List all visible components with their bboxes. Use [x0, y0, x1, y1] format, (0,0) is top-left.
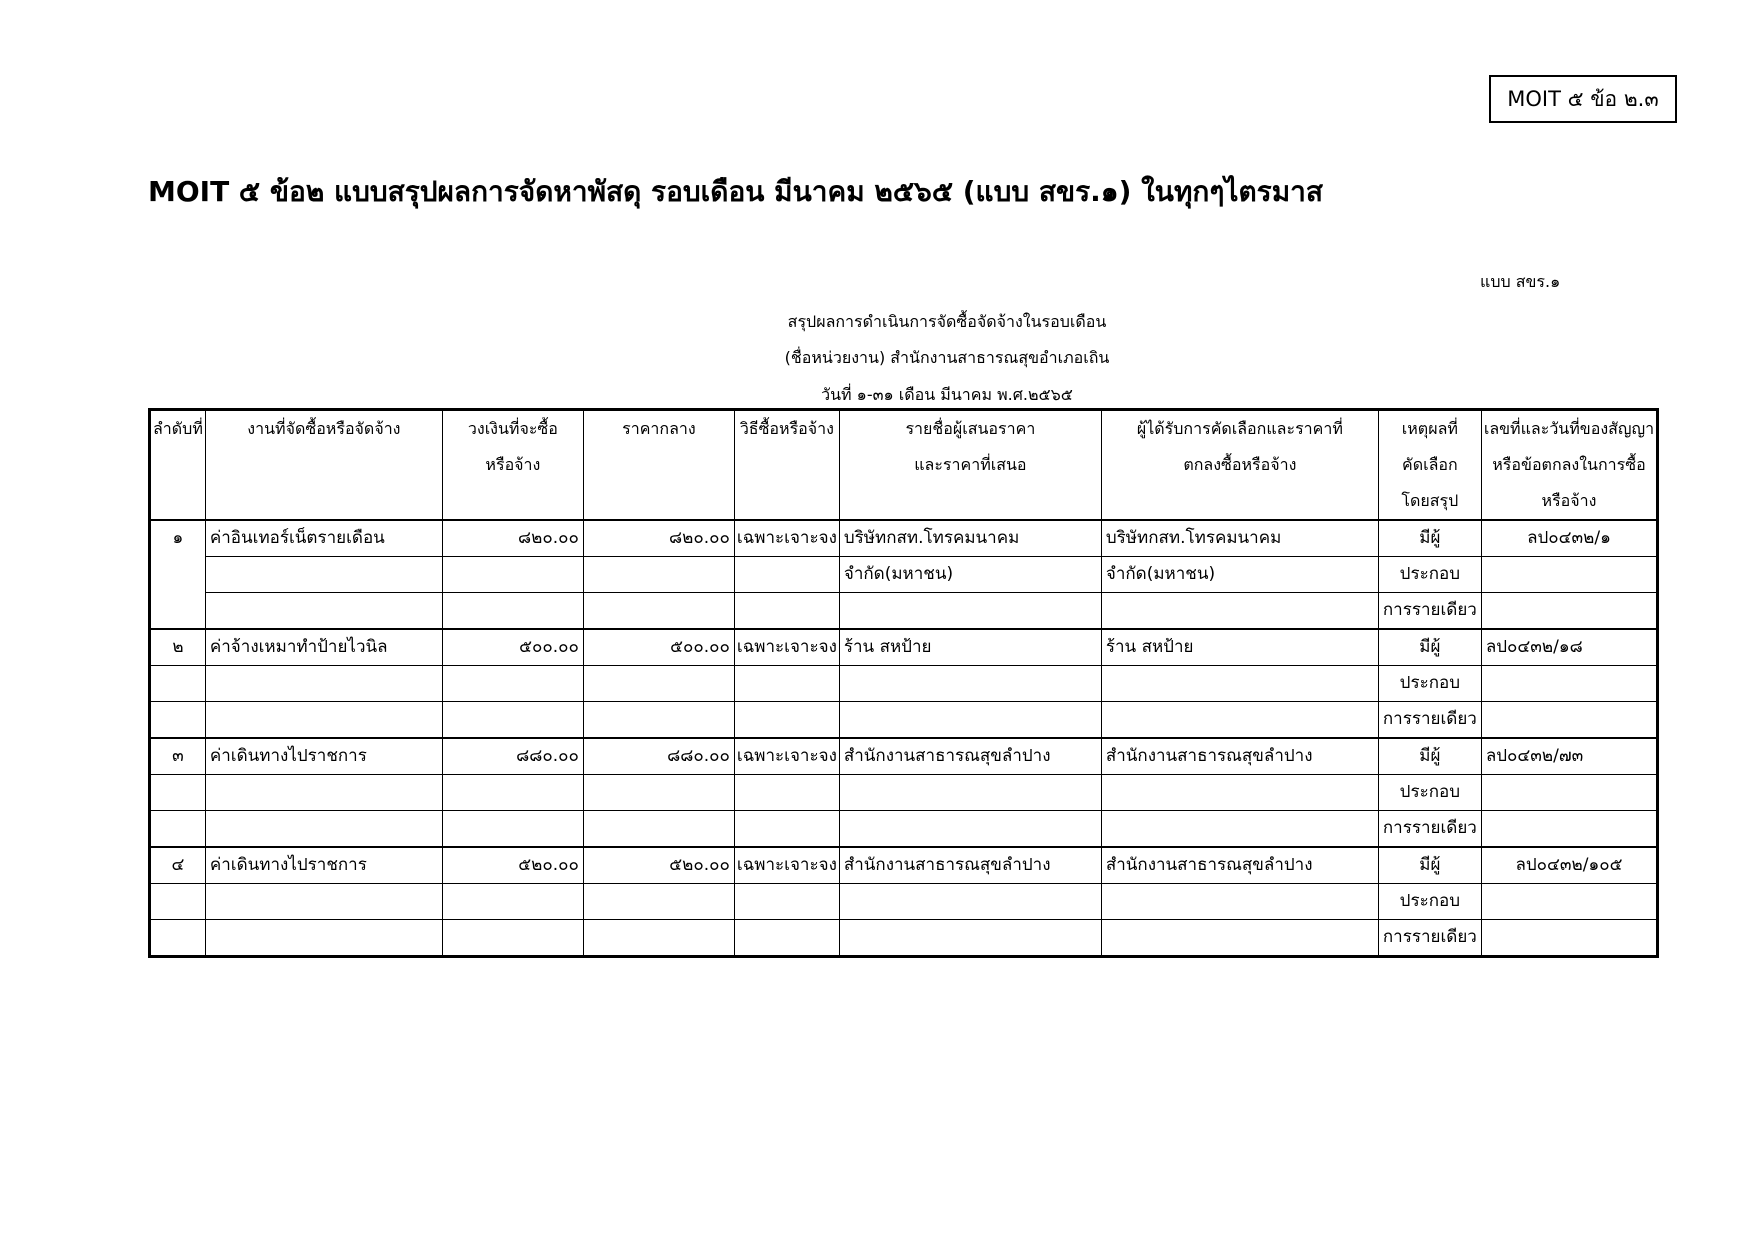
empty-cell	[1101, 775, 1378, 811]
empty-cell	[442, 593, 583, 630]
header-method	[734, 410, 839, 521]
row-contract: ลป๐๔๓๒/๑	[1481, 520, 1657, 557]
row-reason: มีผู้	[1378, 520, 1481, 557]
table-row	[150, 811, 1658, 848]
table-row	[150, 884, 1658, 920]
empty-cell	[1481, 920, 1657, 957]
empty-cell	[734, 666, 839, 702]
header-work-text: งานที่จัดซื้อหรือจัดจ้าง	[247, 419, 401, 438]
empty-cell	[734, 775, 839, 811]
table-header-row	[150, 410, 1658, 521]
empty-cell	[734, 811, 839, 848]
header-reason-line1: เหตุผลที่	[1401, 419, 1458, 438]
row-reason-cont: ประกอบ	[1378, 884, 1481, 920]
form-code: แบบ สขร.๑	[1480, 272, 1561, 291]
row-reason-cont: การรายเดียว	[1378, 593, 1481, 630]
table-row	[150, 775, 1658, 811]
header-no	[150, 410, 206, 521]
row-reason-cont: ประกอบ	[1378, 557, 1481, 593]
row-method: เฉพาะเจาะจง	[734, 847, 839, 884]
empty-cell	[583, 811, 734, 848]
empty-cell	[205, 702, 442, 739]
row-contract: ลป๐๔๓๒/๗๓	[1481, 738, 1657, 775]
empty-cell	[1481, 593, 1657, 630]
empty-cell	[1481, 775, 1657, 811]
empty-cell	[734, 593, 839, 630]
empty-cell	[1481, 557, 1657, 593]
empty-cell	[839, 593, 1101, 630]
empty-cell	[1101, 593, 1378, 630]
row-bidder-cont: จำกัด(มหาชน)	[839, 557, 1101, 593]
row-no: ๓	[150, 738, 206, 775]
row-no: ๒	[150, 629, 206, 666]
row-work: ค่าเดินทางไปราชการ	[205, 738, 442, 775]
row-no: ๔	[150, 847, 206, 884]
row-method: เฉพาะเจาะจง	[734, 520, 839, 557]
empty-cell	[839, 920, 1101, 957]
table-row	[150, 629, 1658, 666]
header-budget-line2: หรือจ้าง	[485, 455, 541, 474]
header-contract-line2: หรือข้อตกลงในการซื้อ	[1492, 455, 1646, 474]
subheading-agency: (ชื่อหน่วยงาน) สำนักงานสาธารณสุขอำเภอเถิน	[784, 348, 1110, 367]
table-row	[150, 920, 1658, 957]
header-budget-line1: วงเงินที่จะซื้อ	[467, 419, 558, 438]
row-reason: มีผู้	[1378, 847, 1481, 884]
page-title: MOIT ๕ ข้อ๒ แบบสรุปผลการจัดหาพัสดุ รอบเดือน มีนาคม ๒๕๖๕ (แบบ สขร.๑) ในทุกๆไตรมาส	[148, 175, 1323, 208]
subheading-summary: สรุปผลการดำเนินการจัดซื้อจัดจ้างในรอบเดือน	[787, 312, 1107, 331]
empty-cell	[1481, 811, 1657, 848]
empty-cell	[583, 666, 734, 702]
row-selected: สำนักงานสาธารณสุขลำปาง	[1101, 847, 1378, 884]
empty-cell	[734, 920, 839, 957]
row-budget: ๕๒๐.๐๐	[442, 847, 583, 884]
row-median: ๕๒๐.๐๐	[583, 847, 734, 884]
empty-cell	[205, 920, 442, 957]
header-work	[205, 410, 442, 521]
header-median	[583, 410, 734, 521]
empty-cell	[839, 884, 1101, 920]
table-row	[150, 520, 1658, 557]
empty-cell	[1481, 702, 1657, 739]
empty-cell	[1101, 666, 1378, 702]
row-budget: ๘๘๐.๐๐	[442, 738, 583, 775]
row-reason: มีผู้	[1378, 738, 1481, 775]
row-bidder: สำนักงานสาธารณสุขลำปาง	[839, 738, 1101, 775]
empty-cell	[583, 775, 734, 811]
table-row	[150, 847, 1658, 884]
header-selected-line1: ผู้ได้รับการคัดเลือกและราคาที่	[1136, 419, 1343, 438]
row-median: ๕๐๐.๐๐	[583, 629, 734, 666]
table-row	[150, 557, 1658, 593]
row-budget: ๕๐๐.๐๐	[442, 629, 583, 666]
header-budget	[442, 410, 583, 521]
document-code: MOIT ๕ ข้อ ๒.๓	[1507, 86, 1659, 111]
empty-cell	[442, 811, 583, 848]
header-contract-line3: หรือจ้าง	[1541, 491, 1597, 510]
empty-cell	[150, 702, 206, 739]
empty-cell	[1481, 666, 1657, 702]
row-work: ค่าอินเทอร์เน็ตรายเดือน	[205, 520, 442, 557]
header-no-text: ลำดับที่	[153, 419, 203, 438]
header-contract	[1481, 410, 1657, 521]
row-selected-cont: จำกัด(มหาชน)	[1101, 557, 1378, 593]
empty-cell	[583, 593, 734, 630]
row-work: ค่าเดินทางไปราชการ	[205, 847, 442, 884]
row-selected: สำนักงานสาธารณสุขลำปาง	[1101, 738, 1378, 775]
header-bidders	[839, 410, 1101, 521]
empty-cell	[839, 775, 1101, 811]
row-contract: ลป๐๔๓๒/๑๘	[1481, 629, 1657, 666]
row-budget: ๘๒๐.๐๐	[442, 520, 583, 557]
header-median-text: ราคากลาง	[622, 419, 696, 438]
header-bidders-line2: และราคาที่เสนอ	[914, 455, 1027, 474]
empty-cell	[205, 666, 442, 702]
row-bidder: สำนักงานสาธารณสุขลำปาง	[839, 847, 1101, 884]
row-median: ๘๘๐.๐๐	[583, 738, 734, 775]
row-reason-cont: การรายเดียว	[1378, 920, 1481, 957]
subheading-date: วันที่ ๑-๓๑ เดือน มีนาคม พ.ศ.๒๕๖๕	[821, 385, 1073, 404]
empty-cell	[839, 666, 1101, 702]
header-bidders-line1: รายชื่อผู้เสนอราคา	[905, 419, 1036, 438]
header-reason-line3: โดยสรุป	[1401, 491, 1459, 510]
empty-cell	[734, 557, 839, 593]
header-method-text: วิธีซื้อหรือจ้าง	[739, 419, 834, 438]
empty-cell	[442, 920, 583, 957]
table-row	[150, 666, 1658, 702]
row-reason-cont: การรายเดียว	[1378, 811, 1481, 848]
empty-cell	[150, 920, 206, 957]
empty-cell	[583, 557, 734, 593]
empty-cell	[442, 702, 583, 739]
empty-cell	[205, 557, 442, 593]
empty-cell	[1101, 920, 1378, 957]
table-row	[150, 738, 1658, 775]
empty-cell	[150, 666, 206, 702]
row-selected: บริษัทกสท.โทรคมนาคม	[1101, 520, 1378, 557]
header-reason	[1378, 410, 1481, 521]
empty-cell	[205, 593, 442, 630]
empty-cell	[1101, 811, 1378, 848]
empty-cell	[1101, 884, 1378, 920]
table-row	[150, 702, 1658, 739]
procurement-table	[148, 408, 1659, 958]
empty-cell	[442, 557, 583, 593]
row-bidder: ร้าน สหป้าย	[839, 629, 1101, 666]
header-selected	[1101, 410, 1378, 521]
empty-cell	[442, 775, 583, 811]
empty-cell	[442, 666, 583, 702]
row-median: ๘๒๐.๐๐	[583, 520, 734, 557]
row-reason: มีผู้	[1378, 629, 1481, 666]
empty-cell	[734, 884, 839, 920]
row-method: เฉพาะเจาะจง	[734, 629, 839, 666]
empty-cell	[205, 811, 442, 848]
empty-cell	[150, 811, 206, 848]
row-reason-cont: ประกอบ	[1378, 775, 1481, 811]
empty-cell	[583, 702, 734, 739]
empty-cell	[205, 884, 442, 920]
empty-cell	[442, 884, 583, 920]
empty-cell	[1481, 884, 1657, 920]
row-work: ค่าจ้างเหมาทำป้ายไวนิล	[205, 629, 442, 666]
header-reason-line2: คัดเลือก	[1402, 455, 1458, 474]
row-method: เฉพาะเจาะจง	[734, 738, 839, 775]
row-bidder: บริษัทกสท.โทรคมนาคม	[839, 520, 1101, 557]
empty-cell	[150, 884, 206, 920]
empty-cell	[583, 920, 734, 957]
empty-cell	[839, 811, 1101, 848]
row-reason-cont: ประกอบ	[1378, 666, 1481, 702]
table-row	[150, 593, 1658, 630]
empty-cell	[734, 702, 839, 739]
empty-cell	[205, 775, 442, 811]
row-contract: ลป๐๔๓๒/๑๐๕	[1481, 847, 1657, 884]
empty-cell	[583, 884, 734, 920]
row-reason-cont: การรายเดียว	[1378, 702, 1481, 739]
header-contract-line1: เลขที่และวันที่ของสัญญา	[1483, 419, 1655, 438]
empty-cell	[1101, 702, 1378, 739]
row-selected: ร้าน สหป้าย	[1101, 629, 1378, 666]
document-code-box	[1489, 75, 1677, 123]
header-selected-line2: ตกลงซื้อหรือจ้าง	[1183, 455, 1297, 474]
row-no: ๑	[150, 520, 206, 629]
empty-cell	[839, 702, 1101, 739]
empty-cell	[150, 775, 206, 811]
